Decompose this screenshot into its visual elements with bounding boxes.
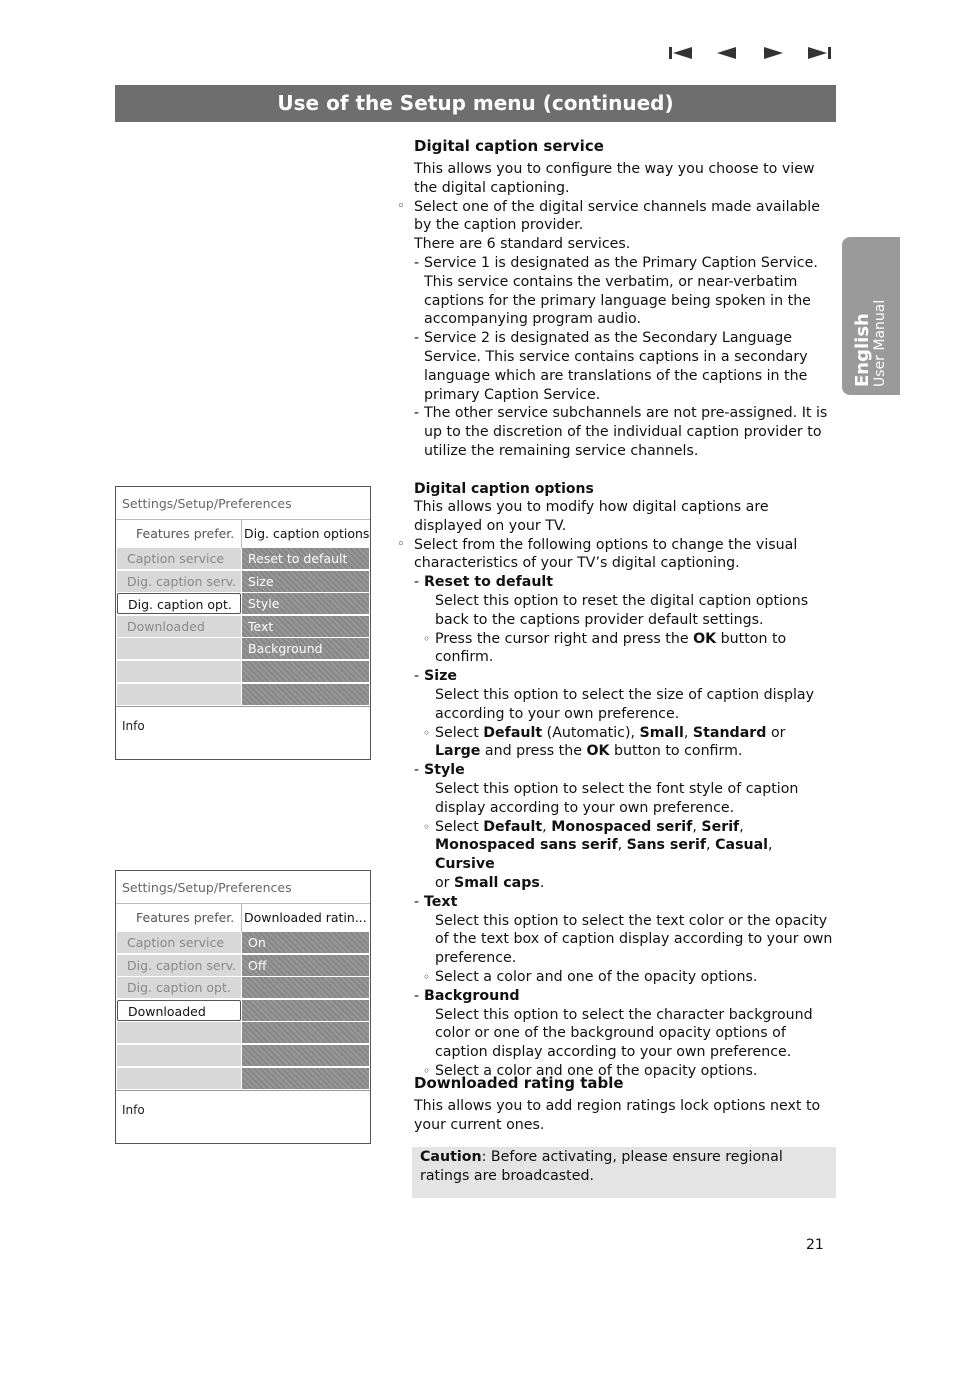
option-title: Style (424, 762, 465, 779)
section-title: Digital caption options (414, 481, 594, 497)
menu-row[interactable] (116, 592, 370, 615)
text-bold: Serif (701, 818, 740, 835)
menu-item-right (242, 977, 369, 998)
text: and press the (480, 743, 587, 760)
text-bold: Default (483, 818, 543, 835)
menu-item-left (117, 661, 241, 682)
menu-screenshot-rating-table (115, 870, 371, 1144)
menu-item-left (117, 684, 241, 705)
menu-row (116, 1021, 370, 1044)
menu-header-right: Downloaded ratin... (244, 910, 367, 925)
ok-key: OK (586, 743, 610, 760)
text-bold: Default (483, 724, 543, 741)
option-instruction: ◦ Select a color and one of the opacity options. (414, 968, 834, 987)
option-description: Select this option to select the size of caption display according to your own preference. (435, 686, 815, 722)
paragraph: This allows you to configure the way you choose to view the digital captioning. (414, 161, 815, 196)
menu-item-left (117, 638, 241, 659)
caution-box (412, 1147, 836, 1198)
option-heading (414, 761, 834, 780)
page-number: 21 (806, 1237, 824, 1253)
option-title: Text (424, 893, 458, 910)
text-bold: Large (435, 743, 481, 760)
menu-item-right (242, 1045, 369, 1066)
option-description: Select this option to select the font style of caption display according to your own preference. (435, 780, 799, 816)
menu-row[interactable] (116, 570, 370, 593)
text-bold: Sans serif (626, 837, 707, 854)
section-title: Digital caption service (414, 137, 604, 155)
text-bold: Monospaced sans serif (435, 837, 618, 854)
text: button to confirm. (435, 630, 787, 666)
menu-item-right[interactable]: On (242, 932, 369, 953)
text: Press the cursor right and press the (435, 630, 694, 647)
list-item: - Service 1 is designated as the Primary Caption Service. This service contains the verbatim, or near-verbatim captions for the primary language being spoken in the accompanying program audio. (414, 254, 834, 329)
caution-label: Caution (420, 1149, 482, 1165)
menu-row[interactable] (116, 547, 370, 570)
menu-screenshot-caption-options (115, 486, 371, 760)
menu-item-left[interactable]: Downloaded (117, 616, 241, 637)
menu-header-right: Dig. caption options (244, 526, 370, 541)
menu-row (116, 1044, 370, 1067)
text: or (435, 874, 455, 891)
option-title: Reset to default (424, 574, 554, 591)
text: Select (435, 724, 484, 741)
option-instruction: ◦ Select a color and one of the opacity options. (414, 1062, 834, 1081)
option-instruction (414, 724, 834, 762)
paragraph: This allows you to modify how digital captions are displayed on your TV. (414, 499, 769, 534)
text: Select (435, 818, 484, 835)
language-tab (842, 237, 900, 395)
option-description: Select this option to reset the digital caption options back to the captions provider default settings. (435, 592, 809, 628)
menu-item-right (242, 1000, 369, 1021)
menu-item-left[interactable]: Dig. caption opt. (117, 977, 241, 998)
text: , (683, 724, 693, 741)
menu-item-right[interactable]: Text (242, 616, 369, 637)
paragraph: This allows you to add region ratings lock options next to your current ones. (414, 1098, 821, 1133)
bullet-item: ◦ Select from the following options to change the visual characteristics of your TV’s digital captioning. (414, 536, 834, 574)
menu-row (116, 683, 370, 706)
section-title: Downloaded rating table (414, 1074, 624, 1092)
next-page-icon[interactable] (760, 44, 786, 62)
option-heading (414, 893, 834, 912)
menu-header (116, 520, 370, 548)
menu-item-right (242, 1022, 369, 1043)
menu-info: Info (122, 719, 145, 733)
menu-header-left: Features prefer. (136, 526, 235, 541)
menu-item-right[interactable]: Off (242, 955, 369, 976)
list-item: - The other service subchannels are not pre-assigned. It is up to the discretion of the individual caption provider to utilize the remaining service channels. (414, 404, 834, 460)
section-banner: Use of the Setup menu (continued) (115, 85, 836, 122)
text: button to confirm. (609, 743, 743, 760)
menu-row (116, 660, 370, 683)
menu-item-left[interactable]: Dig. caption serv. (117, 571, 241, 592)
manual-label: User Manual (872, 299, 888, 387)
menu-item-left-selected[interactable]: Dig. caption opt. (117, 593, 241, 614)
last-page-icon[interactable] (806, 44, 832, 62)
menu-item-left[interactable]: Caption service (117, 932, 241, 953)
menu-item-right (242, 1068, 369, 1089)
menu-path: Settings/Setup/Preferences (116, 487, 370, 520)
section-digital-caption-service (414, 136, 834, 461)
menu-item-left (117, 1022, 241, 1043)
menu-item-left-selected[interactable]: Downloaded (117, 1000, 241, 1021)
text-bold: Cursive (435, 856, 495, 873)
option-instruction (414, 630, 834, 668)
paragraph: There are 6 standard services. (414, 236, 631, 253)
text-bold: Standard (692, 724, 767, 741)
option-title: Background (424, 987, 520, 1004)
menu-item-right[interactable]: Background (242, 638, 369, 659)
text-bold: Casual (715, 837, 769, 854)
option-heading (414, 573, 834, 592)
menu-path: Settings/Setup/Preferences (116, 871, 370, 904)
option-description: Select this option to select the text color or the opacity of the text box of caption display according to your own preference. (435, 912, 833, 967)
menu-item-left (117, 1045, 241, 1066)
page-navigation (668, 44, 832, 62)
previous-page-icon[interactable] (714, 44, 740, 62)
menu-row[interactable] (116, 931, 370, 954)
option-title: Size (424, 668, 457, 685)
menu-row[interactable] (116, 954, 370, 977)
ok-key: OK (693, 630, 717, 647)
first-page-icon[interactable] (668, 44, 694, 62)
menu-item-right (242, 684, 369, 705)
language-label: English (852, 313, 873, 387)
menu-row[interactable] (116, 999, 370, 1022)
menu-item-right[interactable]: Size (242, 571, 369, 592)
option-heading (414, 667, 834, 686)
text-bold: Small caps (454, 874, 540, 891)
bullet-item: ◦ Select one of the digital service channels made available by the caption provider. (414, 198, 834, 236)
menu-item-left[interactable]: Caption service (117, 548, 241, 569)
menu-header (116, 904, 370, 932)
menu-item-left[interactable]: Dig. caption serv. (117, 955, 241, 976)
option-instruction: ◦ Select Default, Monospaced serif, Serif, Monospaced sans serif, Sans serif, Casual, Cursive or Small caps. (414, 818, 834, 893)
menu-info: Info (122, 1103, 145, 1117)
section-downloaded-rating-table (414, 1073, 834, 1135)
text-bold: Small (639, 724, 684, 741)
option-description: Select this option to select the character background color or one of the background opacity options of caption display according to your own preference. (435, 1006, 813, 1061)
menu-row[interactable] (116, 976, 370, 999)
menu-row (116, 1067, 370, 1090)
text-bold: Monospaced serif (551, 818, 693, 835)
menu-item-right[interactable]: Style (242, 593, 369, 614)
caution-text: : Before activating, please ensure regional ratings are broadcasted. (420, 1149, 783, 1184)
menu-row[interactable] (116, 637, 370, 660)
menu-item-left (117, 1068, 241, 1089)
menu-header-left: Features prefer. (136, 910, 235, 925)
text: (Automatic), (542, 724, 640, 741)
list-item: - Service 2 is designated as the Secondary Language Service. This service contains captions in a secondary language which are translations of the captions in the primary Caption Service. (414, 329, 834, 404)
section-digital-caption-options (414, 480, 834, 1081)
option-heading (414, 987, 834, 1006)
menu-item-right[interactable]: Reset to default (242, 548, 369, 569)
menu-item-right (242, 661, 369, 682)
menu-row[interactable] (116, 615, 370, 638)
text: or (766, 724, 786, 741)
